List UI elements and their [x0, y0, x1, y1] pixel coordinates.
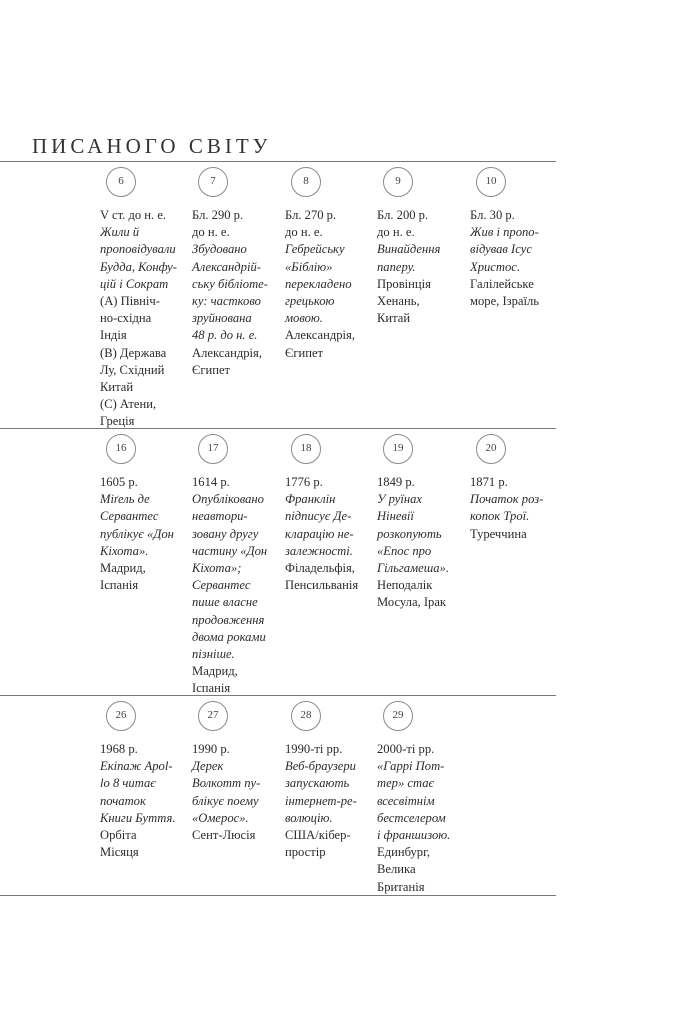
entry-date: V ст. до н. е. — [100, 208, 167, 222]
timeline-entry — [192, 701, 282, 844]
entry-text-line: Будда, Конфу- — [100, 259, 177, 274]
entry-text-line: запускають — [285, 776, 350, 791]
entry-text-line: до н. е. — [377, 225, 415, 240]
entry-text-line: Туреччина — [470, 526, 527, 541]
entry-number-badge: 10 — [476, 167, 506, 197]
entry-text-line: Початок роз- — [470, 492, 544, 507]
entry-text-line: зруйнована — [192, 311, 252, 326]
entry-text-line: Лу, Східний — [100, 362, 165, 377]
entry-text-line: Александрія, — [192, 345, 262, 360]
entry-number-badge: 28 — [291, 701, 321, 731]
entry-number-badge: 16 — [106, 434, 136, 464]
entry-text-line: Місяця — [100, 845, 139, 860]
entry-text-line: і франшизою. — [377, 828, 451, 843]
entry-date: 1849 р. — [377, 475, 415, 489]
entry-text-line: Волкотт пу- — [192, 776, 261, 791]
entry-text-line: грецькою — [285, 294, 335, 309]
entry-text-line: Мадрид, — [100, 561, 146, 576]
entry-text-line: Мадрид, — [192, 664, 238, 679]
entry-text-line: Кіхота». — [100, 543, 149, 558]
entry-date: 1871 р. — [470, 475, 508, 489]
entry-date: 1776 р. — [285, 475, 323, 489]
entry-number-badge: 7 — [198, 167, 228, 197]
timeline-entry — [285, 701, 375, 861]
entry-text-line: Провінція — [377, 276, 431, 291]
entry-number-badge: 18 — [291, 434, 321, 464]
entry-text-line: блікує поему — [192, 793, 259, 808]
entry-text-line: мовою. — [285, 311, 323, 326]
entry-text-line: Единбург, — [377, 845, 430, 860]
entry-text-line: Гебрейську — [285, 242, 345, 257]
entry-text-line: Жили й — [100, 225, 140, 240]
entry-text-line: Кіхота»; — [192, 561, 242, 576]
timeline-entry — [470, 434, 560, 543]
entry-text-line: lo 8 читає — [100, 776, 156, 791]
entry-text-line: «Гаррі Пот- — [377, 759, 445, 774]
entry-text-line: «Епос про — [377, 543, 432, 558]
entry-text-line: копок Трої. — [470, 509, 530, 524]
entry-text-line: Іспанія — [100, 578, 139, 593]
entry-text-line: інтернет-ре- — [285, 793, 357, 808]
entry-text-line: Єгипет — [285, 345, 324, 360]
entry-text-line: паперу. — [377, 259, 416, 274]
entry-text-line: Індія — [100, 328, 127, 343]
entry-text-line: Винайдення — [377, 242, 441, 257]
entry-date: 1990-ті рр. — [285, 742, 343, 756]
timeline-entry — [285, 167, 375, 362]
entry-text-line: зовану другу — [192, 526, 259, 541]
entry-text-line: Книги Буття. — [100, 810, 176, 825]
entry-text-line: Сервантес — [192, 578, 251, 593]
entry-text-line: волюцію. — [285, 810, 333, 825]
entry-text-line: Британія — [377, 879, 425, 894]
entry-date: Бл. 270 р. — [285, 208, 337, 222]
entry-text-line: Мосула, Ірак — [377, 595, 447, 610]
entry-text-line: до н. е. — [285, 225, 323, 240]
entry-text-line: до н. е. — [192, 225, 230, 240]
entry-date: 1614 р. — [192, 475, 230, 489]
entry-text-line: «Біблію» — [285, 259, 333, 274]
entry-text-line: Александрій- — [192, 259, 261, 274]
entry-text-line: відував Ісус — [470, 242, 532, 257]
entry-text-line: США/кібер- — [285, 828, 351, 843]
entry-text-line: (C) Атени, — [100, 397, 157, 412]
entry-text-line: (B) Держава — [100, 345, 167, 360]
entry-text-line: Іспанія — [192, 681, 231, 696]
entry-text-line: пише власне — [192, 595, 258, 610]
timeline-entry — [377, 434, 467, 612]
entry-number-badge: 27 — [198, 701, 228, 731]
entry-text-line: Велика — [377, 862, 416, 877]
entry-text-line: Ніневії — [377, 509, 414, 524]
entry-text-line: Пенсильванія — [285, 578, 359, 593]
entry-number-badge: 8 — [291, 167, 321, 197]
entry-text-line: перекладено — [285, 276, 352, 291]
entry-text-line: Христос. — [470, 259, 521, 274]
entry-number-badge: 9 — [383, 167, 413, 197]
timeline-entry — [100, 701, 190, 861]
entry-number-badge: 29 — [383, 701, 413, 731]
entry-number-badge: 17 — [198, 434, 228, 464]
entry-text-line: Орбіта — [100, 828, 137, 843]
entry-text-line: Китай — [100, 380, 134, 395]
entry-text-line: Неподалік — [377, 578, 433, 593]
entry-text-line: проповідували — [100, 242, 176, 257]
entry-text-line: Гільгамеша». — [377, 561, 449, 576]
entry-text-line: всесвітнім — [377, 793, 435, 808]
entry-text-line: Франклін — [285, 492, 336, 507]
timeline-entry — [192, 167, 282, 379]
entry-text-line: ську бібліоте- — [192, 276, 268, 291]
entry-text-line: Опубліковано — [192, 492, 264, 507]
entry-text-line: Галілейське — [470, 276, 534, 291]
entry-text-line: підписує Де- — [285, 509, 352, 524]
entry-text-line: ку: частково — [192, 294, 261, 309]
page-title: ПИСАНОГО СВІТУ — [32, 134, 272, 158]
entry-text-line: цій і Сократ — [100, 276, 169, 291]
entry-text-line: Екіпаж Apol- — [100, 759, 173, 774]
entry-text-line: Александрія, — [285, 328, 355, 343]
entry-text-line: кларацію не- — [285, 526, 354, 541]
entry-number-badge: 20 — [476, 434, 506, 464]
timeline-entry — [377, 701, 467, 896]
entry-text-line: пізніше. — [192, 647, 235, 662]
entry-text-line: залежності. — [285, 543, 353, 558]
entry-text-line: тер» стає — [377, 776, 435, 791]
entry-text-line: бестселером — [377, 810, 446, 825]
entry-text-line: Дерек — [192, 759, 224, 774]
divider-bottom — [0, 895, 556, 896]
entry-text-line: Сент-Люсія — [192, 828, 256, 843]
entry-text-line: Збудовано — [192, 242, 247, 257]
entry-text-line: Жив і пропо- — [470, 225, 539, 240]
timeline-entry — [377, 167, 467, 327]
entry-date: Бл. 200 р. — [377, 208, 429, 222]
entry-text-line: простір — [285, 845, 326, 860]
entry-date: 2000-ті рр. — [377, 742, 435, 756]
entry-text-line: 48 р. до н. е. — [192, 328, 258, 343]
divider-row-1 — [0, 428, 556, 429]
entry-date: 1968 р. — [100, 742, 138, 756]
entry-text-line: Єгипет — [192, 362, 231, 377]
entry-number-badge: 19 — [383, 434, 413, 464]
entry-date: Бл. 290 р. — [192, 208, 244, 222]
entry-text-line: У руїнах — [377, 492, 422, 507]
entry-text-line: частину «Дон — [192, 543, 268, 558]
entry-text-line: Філадельфія, — [285, 561, 355, 576]
entry-number-badge: 26 — [106, 701, 136, 731]
timeline-entry — [285, 434, 375, 594]
entry-text-line: но-східна — [100, 311, 152, 326]
timeline-entry — [470, 167, 560, 310]
timeline-entry — [100, 434, 190, 594]
entry-text-line: море, Ізраїль — [470, 294, 540, 309]
entry-text-line: Веб-браузери — [285, 759, 356, 774]
entry-text-line: Міґель де — [100, 492, 150, 507]
entry-text-line: двома роками — [192, 629, 266, 644]
timeline-entry — [192, 434, 282, 698]
entry-text-line: Китай — [377, 311, 411, 326]
entry-number-badge: 6 — [106, 167, 136, 197]
entry-text-line: Хенань, — [377, 294, 420, 309]
entry-text-line: публікує «Дон — [100, 526, 174, 541]
timeline-entry — [100, 167, 190, 431]
entry-text-line: неавтори- — [192, 509, 248, 524]
entry-text-line: (A) Північ- — [100, 294, 160, 309]
entry-date: Бл. 30 р. — [470, 208, 515, 222]
entry-date: 1605 р. — [100, 475, 138, 489]
entry-text-line: Сервантес — [100, 509, 159, 524]
entry-text-line: «Омерос». — [192, 810, 249, 825]
entry-text-line: продовження — [192, 612, 265, 627]
entry-text-line: розкопують — [377, 526, 442, 541]
entry-date: 1990 р. — [192, 742, 230, 756]
entry-text-line: Греція — [100, 414, 135, 429]
divider-top — [0, 161, 556, 162]
entry-text-line: початок — [100, 793, 146, 808]
